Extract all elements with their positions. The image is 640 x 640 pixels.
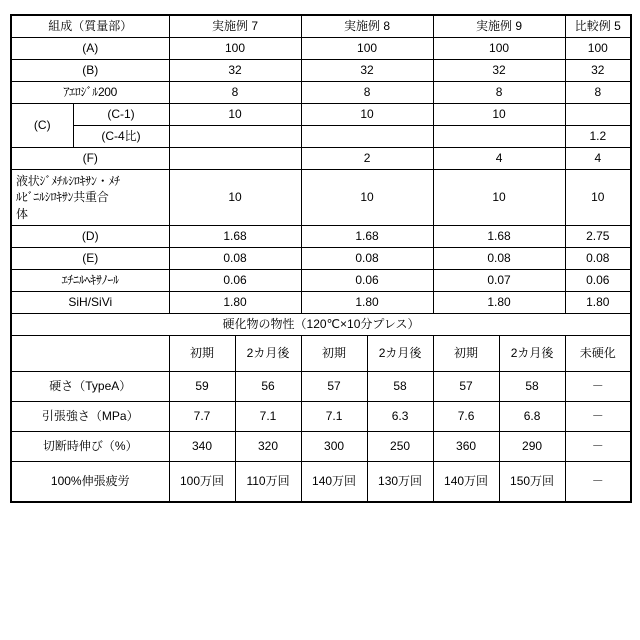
cell-value: 4 bbox=[433, 148, 565, 170]
cell-value: 8 bbox=[169, 82, 301, 104]
cell-value bbox=[169, 148, 301, 170]
subheader-blank bbox=[11, 336, 169, 372]
cell-value: 320 bbox=[235, 432, 301, 462]
cell-value: 59 bbox=[169, 372, 235, 402]
cell-value: 1.68 bbox=[301, 226, 433, 248]
header-composition: 組成（質量部） bbox=[11, 15, 169, 38]
cell-value: 0.08 bbox=[565, 248, 631, 270]
row-sublabel: (C-4比) bbox=[73, 126, 169, 148]
cell-value: 290 bbox=[499, 432, 565, 462]
row-label: (B) bbox=[11, 60, 169, 82]
cell-value: 100 bbox=[565, 38, 631, 60]
cell-value: 340 bbox=[169, 432, 235, 462]
cell-value: 7.6 bbox=[433, 402, 499, 432]
cell-value: 100 bbox=[169, 38, 301, 60]
cell-value: 100万回 bbox=[169, 462, 235, 502]
header-col-3: 実施例 9 bbox=[433, 15, 565, 38]
cell-value: － bbox=[565, 432, 631, 462]
subheader-initial-3: 初期 bbox=[433, 336, 499, 372]
row-label: (A) bbox=[11, 38, 169, 60]
cell-value: 110万回 bbox=[235, 462, 301, 502]
row-label: 切断時伸び（%） bbox=[11, 432, 169, 462]
cell-value: 57 bbox=[433, 372, 499, 402]
row-sublabel: (C-1) bbox=[73, 104, 169, 126]
cell-value: 7.7 bbox=[169, 402, 235, 432]
cell-value: 10 bbox=[301, 104, 433, 126]
cell-value: 58 bbox=[499, 372, 565, 402]
subheader-row bbox=[11, 336, 631, 372]
cell-value: 8 bbox=[301, 82, 433, 104]
cell-value: 32 bbox=[433, 60, 565, 82]
cell-value: 100 bbox=[433, 38, 565, 60]
table-row bbox=[11, 148, 631, 170]
cell-value: 2.75 bbox=[565, 226, 631, 248]
cell-value: 1.80 bbox=[169, 292, 301, 314]
row-label: 硬さ（TypeA） bbox=[11, 372, 169, 402]
cell-value: 1.80 bbox=[301, 292, 433, 314]
cell-value: 1.80 bbox=[565, 292, 631, 314]
cell-value: 100 bbox=[301, 38, 433, 60]
subheader-uncured: 未硬化 bbox=[565, 336, 631, 372]
table-row bbox=[11, 248, 631, 270]
row-label: (D) bbox=[11, 226, 169, 248]
cell-value: 360 bbox=[433, 432, 499, 462]
cell-value: 2 bbox=[301, 148, 433, 170]
section-title-row bbox=[11, 314, 631, 336]
cell-value bbox=[565, 104, 631, 126]
table-row bbox=[11, 432, 631, 462]
specification-table bbox=[10, 14, 632, 503]
cell-value: 32 bbox=[301, 60, 433, 82]
row-label: ｱｴﾛｼﾞﾙ200 bbox=[11, 82, 169, 104]
subheader-2month-3: 2カ月後 bbox=[499, 336, 565, 372]
row-label: (E) bbox=[11, 248, 169, 270]
cell-value: 140万回 bbox=[301, 462, 367, 502]
cell-value: 1.68 bbox=[169, 226, 301, 248]
table-row bbox=[11, 270, 631, 292]
table-row bbox=[11, 372, 631, 402]
cell-value: 4 bbox=[565, 148, 631, 170]
table-row bbox=[11, 292, 631, 314]
header-col-2: 実施例 8 bbox=[301, 15, 433, 38]
cell-value: － bbox=[565, 462, 631, 502]
cell-value: 32 bbox=[169, 60, 301, 82]
cell-value: 0.06 bbox=[301, 270, 433, 292]
cell-value: 0.06 bbox=[169, 270, 301, 292]
table-row bbox=[11, 104, 631, 126]
cell-value: － bbox=[565, 402, 631, 432]
table-row bbox=[11, 170, 631, 226]
cell-value: 0.06 bbox=[565, 270, 631, 292]
row-label: 引張強さ（MPa） bbox=[11, 402, 169, 432]
table-row bbox=[11, 82, 631, 104]
cell-value: 7.1 bbox=[235, 402, 301, 432]
cell-value: 6.3 bbox=[367, 402, 433, 432]
cell-value bbox=[433, 126, 565, 148]
cell-value: 130万回 bbox=[367, 462, 433, 502]
table-row bbox=[11, 126, 631, 148]
table-row bbox=[11, 38, 631, 60]
cell-value: 8 bbox=[433, 82, 565, 104]
cell-value: 10 bbox=[169, 170, 301, 226]
subheader-initial-2: 初期 bbox=[301, 336, 367, 372]
row-label: 液状ｼﾞﾒﾁﾙｼﾛｷｻﾝ・ﾒﾁ ﾙﾋﾞﾆﾙｼﾛｷｻﾝ共重合 体 bbox=[11, 170, 169, 226]
cell-value: 7.1 bbox=[301, 402, 367, 432]
table-row bbox=[11, 402, 631, 432]
table-header-row bbox=[11, 15, 631, 38]
table-row bbox=[11, 60, 631, 82]
table-row bbox=[11, 226, 631, 248]
cell-value: 32 bbox=[565, 60, 631, 82]
cell-value: 56 bbox=[235, 372, 301, 402]
header-col-4: 比較例 5 bbox=[565, 15, 631, 38]
subheader-2month-1: 2カ月後 bbox=[235, 336, 301, 372]
cell-value: 250 bbox=[367, 432, 433, 462]
cell-value: 150万回 bbox=[499, 462, 565, 502]
cell-value: － bbox=[565, 372, 631, 402]
section-title: 硬化物の物性（120℃×10分プレス） bbox=[11, 314, 631, 336]
subheader-initial-1: 初期 bbox=[169, 336, 235, 372]
cell-value: 0.08 bbox=[169, 248, 301, 270]
table-row bbox=[11, 462, 631, 502]
cell-value: 58 bbox=[367, 372, 433, 402]
cell-value: 10 bbox=[565, 170, 631, 226]
row-label-group: (C) bbox=[11, 104, 73, 148]
cell-value: 0.08 bbox=[301, 248, 433, 270]
cell-value: 10 bbox=[433, 104, 565, 126]
row-label: ｴﾁﾆﾙﾍｷｻﾉｰﾙ bbox=[11, 270, 169, 292]
row-label: 100%伸張疲労 bbox=[11, 462, 169, 502]
header-col-1: 実施例 7 bbox=[169, 15, 301, 38]
cell-value: 6.8 bbox=[499, 402, 565, 432]
cell-value: 57 bbox=[301, 372, 367, 402]
cell-value: 300 bbox=[301, 432, 367, 462]
cell-value: 0.07 bbox=[433, 270, 565, 292]
cell-value bbox=[301, 126, 433, 148]
cell-value: 10 bbox=[301, 170, 433, 226]
cell-value: 1.2 bbox=[565, 126, 631, 148]
cell-value: 10 bbox=[169, 104, 301, 126]
row-label: SiH/SiVi bbox=[11, 292, 169, 314]
cell-value: 140万回 bbox=[433, 462, 499, 502]
cell-value: 1.68 bbox=[433, 226, 565, 248]
cell-value: 1.80 bbox=[433, 292, 565, 314]
cell-value: 8 bbox=[565, 82, 631, 104]
cell-value bbox=[169, 126, 301, 148]
subheader-2month-2: 2カ月後 bbox=[367, 336, 433, 372]
cell-value: 0.08 bbox=[433, 248, 565, 270]
row-label: (F) bbox=[11, 148, 169, 170]
cell-value: 10 bbox=[433, 170, 565, 226]
